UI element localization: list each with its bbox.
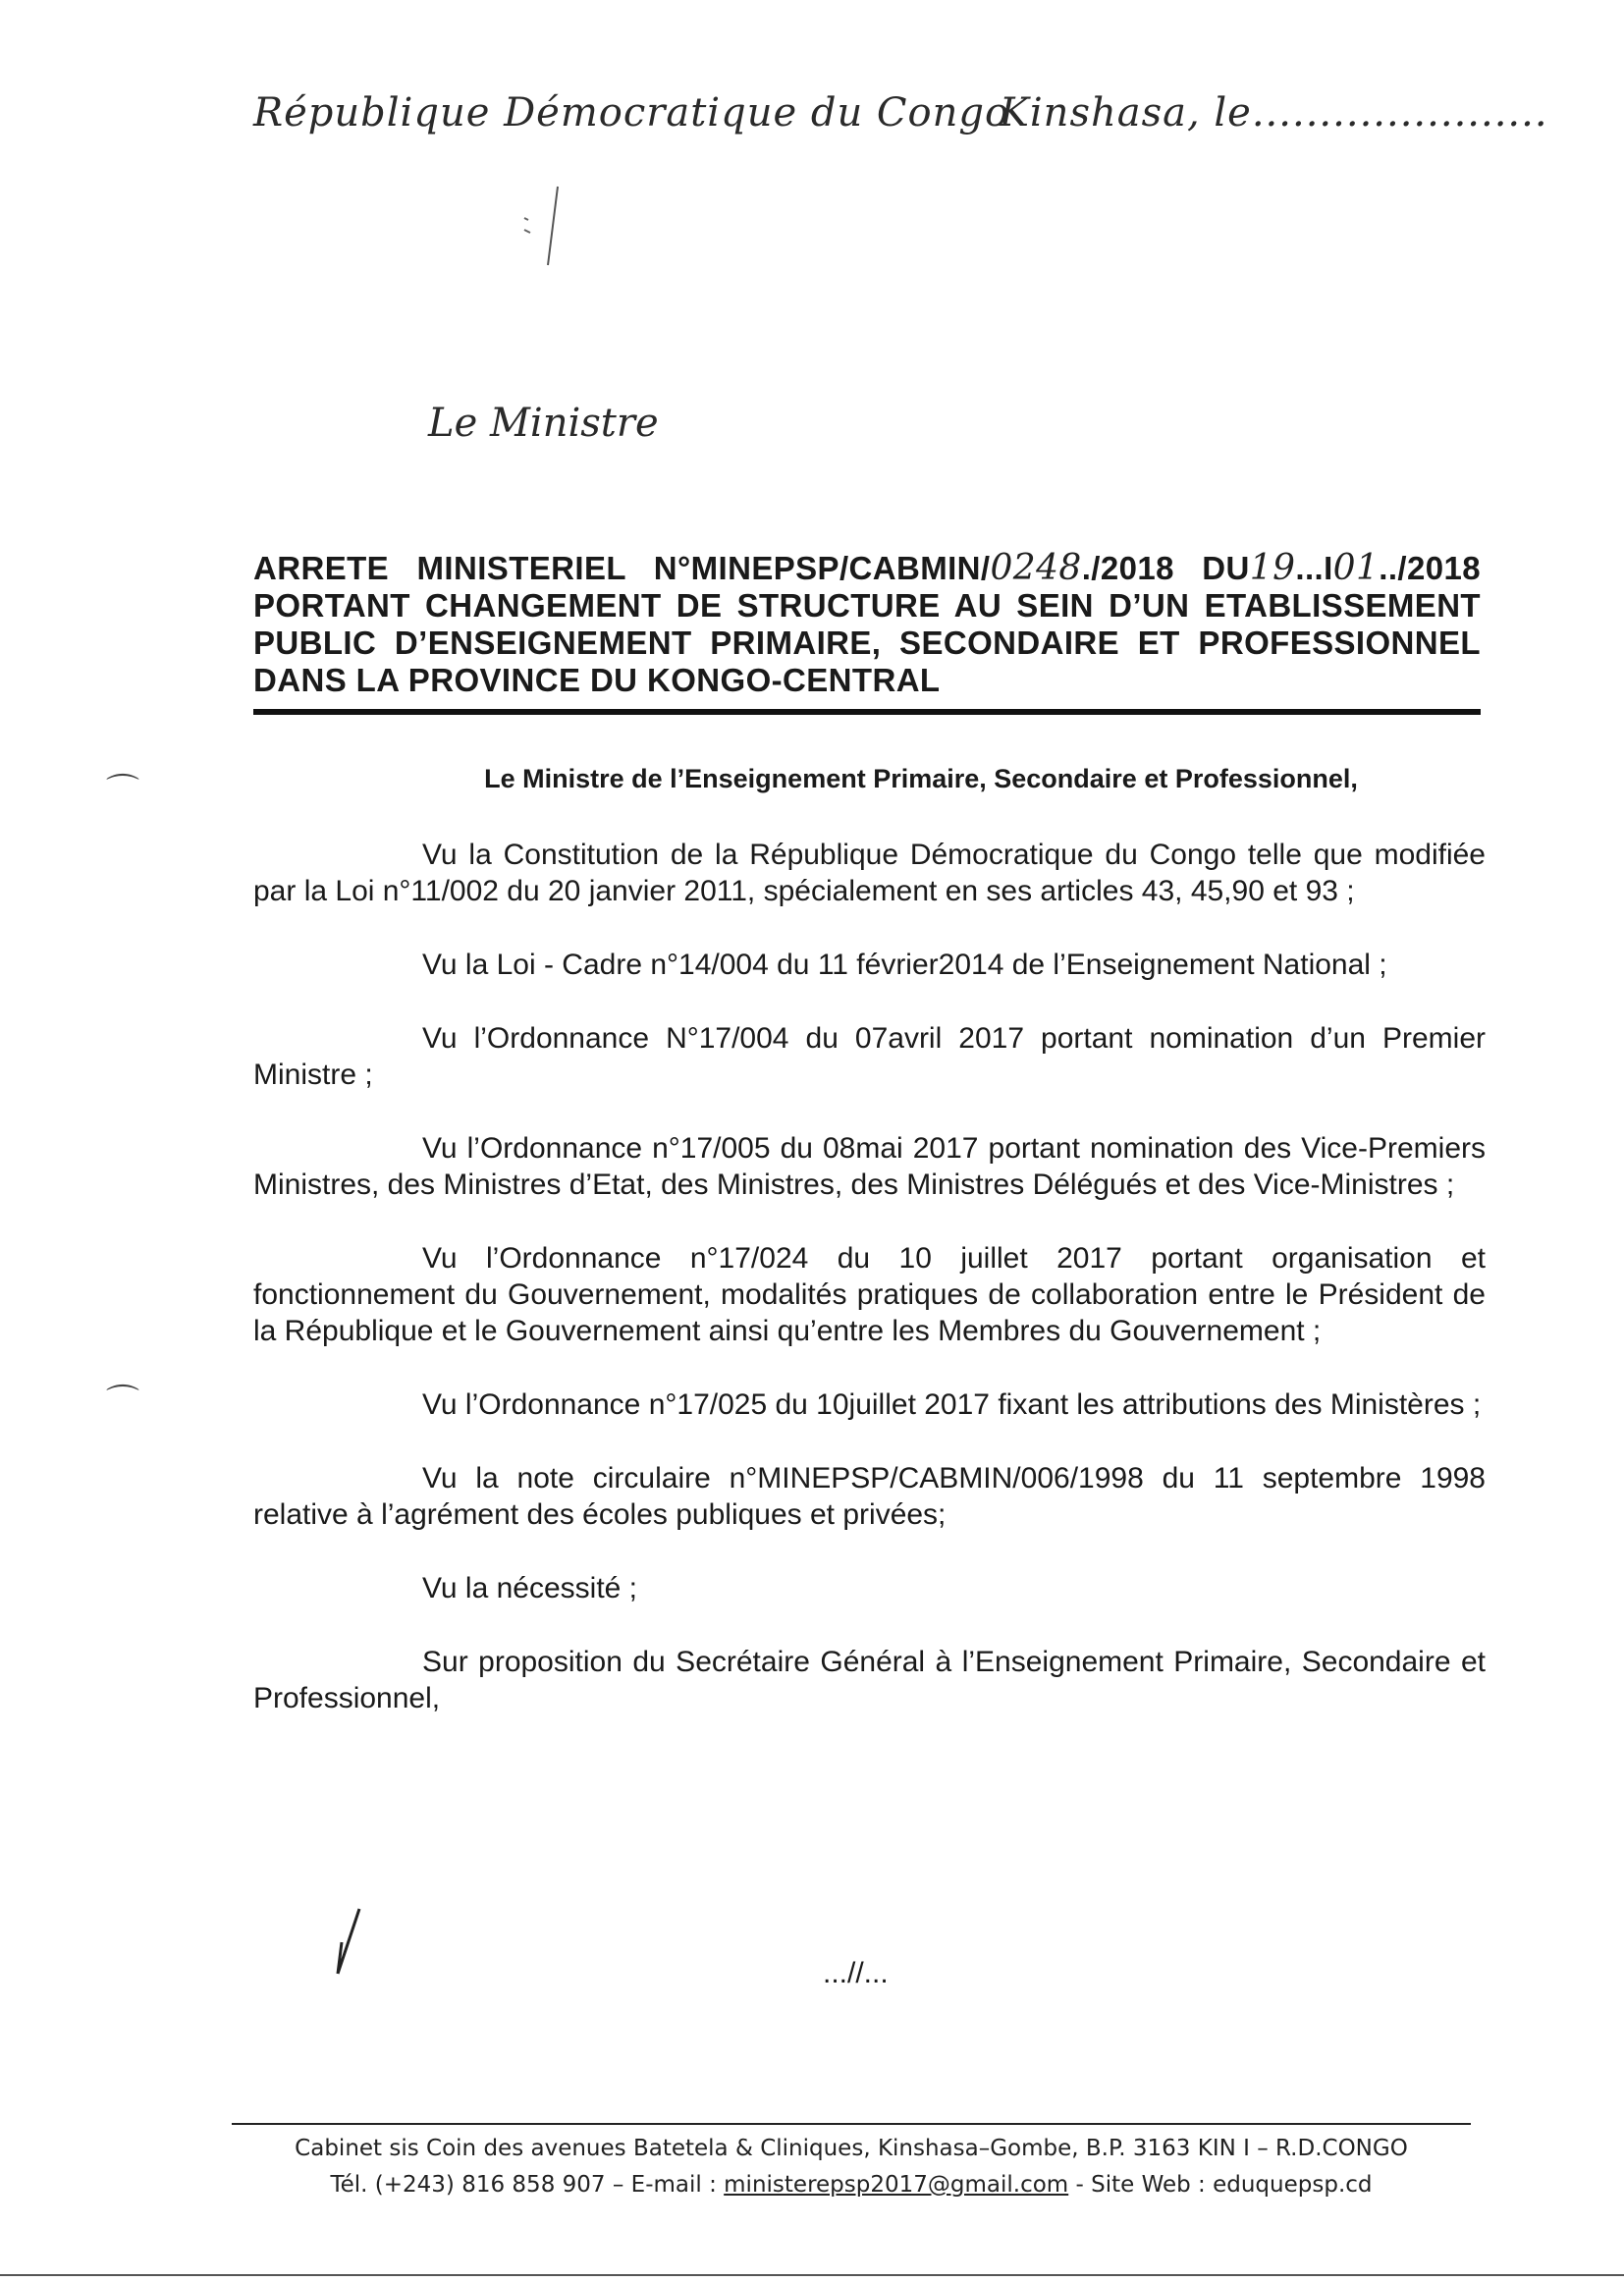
initials-mark (324, 1903, 373, 1982)
office-title: Le Ministre (428, 401, 659, 446)
margin-mark: ⌒ (106, 773, 139, 810)
letterhead-place-date: Kinshasa, le...................... (1000, 90, 1548, 136)
page-bottom-rule (0, 2274, 1624, 2276)
paragraph-ordonnance-17-004: Vu l’Ordonnance N°17/004 du 07avril 2017 portant nomination d’un Premier Ministre ; (253, 1022, 1486, 1091)
paragraph-ordonnance-17-024: Vu l’Ordonnance n°17/024 du 10 juillet 2017 portant organisation et fonctionnement du Gouvernement, modalités pratiques de collaboration entre le Président de la République et le Gouvernement ainsi qu’entre les Membres du Gouvernement ; (253, 1242, 1486, 1347)
paragraph-proposition: Sur proposition du Secrétaire Général à l’Enseignement Primaire, Secondaire et Professionnel, (253, 1646, 1486, 1714)
title-underline-rule (253, 709, 1481, 715)
decree-title-line-1 (253, 550, 1481, 587)
letterhead-republic: République Démocratique du Congo (253, 90, 1010, 136)
decree-month-handwritten: 01 (1332, 548, 1380, 588)
decree-ref-prefix: ARRETE MINISTERIEL N°MINEPSP/CABMIN/ (253, 550, 991, 586)
decree-number-handwritten: 0248 (990, 548, 1082, 588)
paragraph-necessite: Vu la nécessité ; (422, 1572, 638, 1604)
decree-title-line-3: PUBLIC D’ENSEIGNEMENT PRIMAIRE, SECONDAIRE ET PROFESSIONNEL (253, 625, 1481, 661)
paragraph-constitution: Vu la Constitution de la République Démocratique du Congo telle que modifiée par la Loi n°11/002 du 20 janvier 2011, spécialement en ses articles 43, 45,90 et 93 ; (253, 839, 1486, 907)
decree-title-line-2: PORTANT CHANGEMENT DE STRUCTURE AU SEIN D’UN ETABLISSEMENT (253, 587, 1481, 624)
footer-email-link[interactable]: ministerepsp2017@gmail.com (724, 2172, 1069, 2198)
footer-address: Cabinet sis Coin des avenues Batetela & Cliniques, Kinshasa–Gombe, B.P. 3163 KIN I – R.D.CONGO (295, 2136, 1408, 2161)
footer-contact (232, 2167, 1471, 2203)
decree-date-year: ../2018 (1379, 550, 1481, 586)
decree-title-line-4: DANS LA PROVINCE DU KONGO-CENTRAL (253, 662, 941, 698)
decree-title (253, 550, 1481, 699)
paragraph-note-circulaire: Vu la note circulaire n°MINEPSP/CABMIN/006/1998 du 11 septembre 1998 relative à l’agrément des écoles publiques et privées; (253, 1462, 1486, 1531)
paragraph-ordonnance-17-005: Vu l’Ordonnance n°17/005 du 08mai 2017 portant nomination des Vice-Premiers Ministres, des Ministres d’Etat, des Ministres, des Ministres Délégués et des Vice-Ministres ; (253, 1132, 1486, 1201)
decree-year-du: ./2018 DU (1081, 550, 1250, 586)
margin-mark: ⌒ (106, 1384, 139, 1421)
minister-line: Le Ministre de l’Enseignement Primaire, Secondaire et Professionnel, (484, 764, 1358, 793)
decree-body (253, 837, 1486, 1754)
footer-website: - Site Web : eduquepsp.cd (1068, 2172, 1373, 2198)
paragraph-ordonnance-17-025: Vu l’Ordonnance n°17/025 du 10juillet 2017 fixant les attributions des Ministères ; (422, 1388, 1482, 1421)
paragraph-loi-cadre: Vu la Loi - Cadre n°14/004 du 11 février2014 de l’Enseignement National ; (422, 949, 1387, 981)
scribble-mark (511, 177, 569, 275)
footer-phone: Tél. (+243) 816 858 907 – E-mail : (330, 2172, 725, 2198)
footer-rule (232, 2123, 1471, 2125)
page-continuation: ...//... (823, 1957, 889, 1989)
decree-date-sep: ...I (1295, 550, 1333, 586)
footer (232, 2131, 1471, 2203)
decree-day-handwritten: 19 (1249, 548, 1296, 588)
